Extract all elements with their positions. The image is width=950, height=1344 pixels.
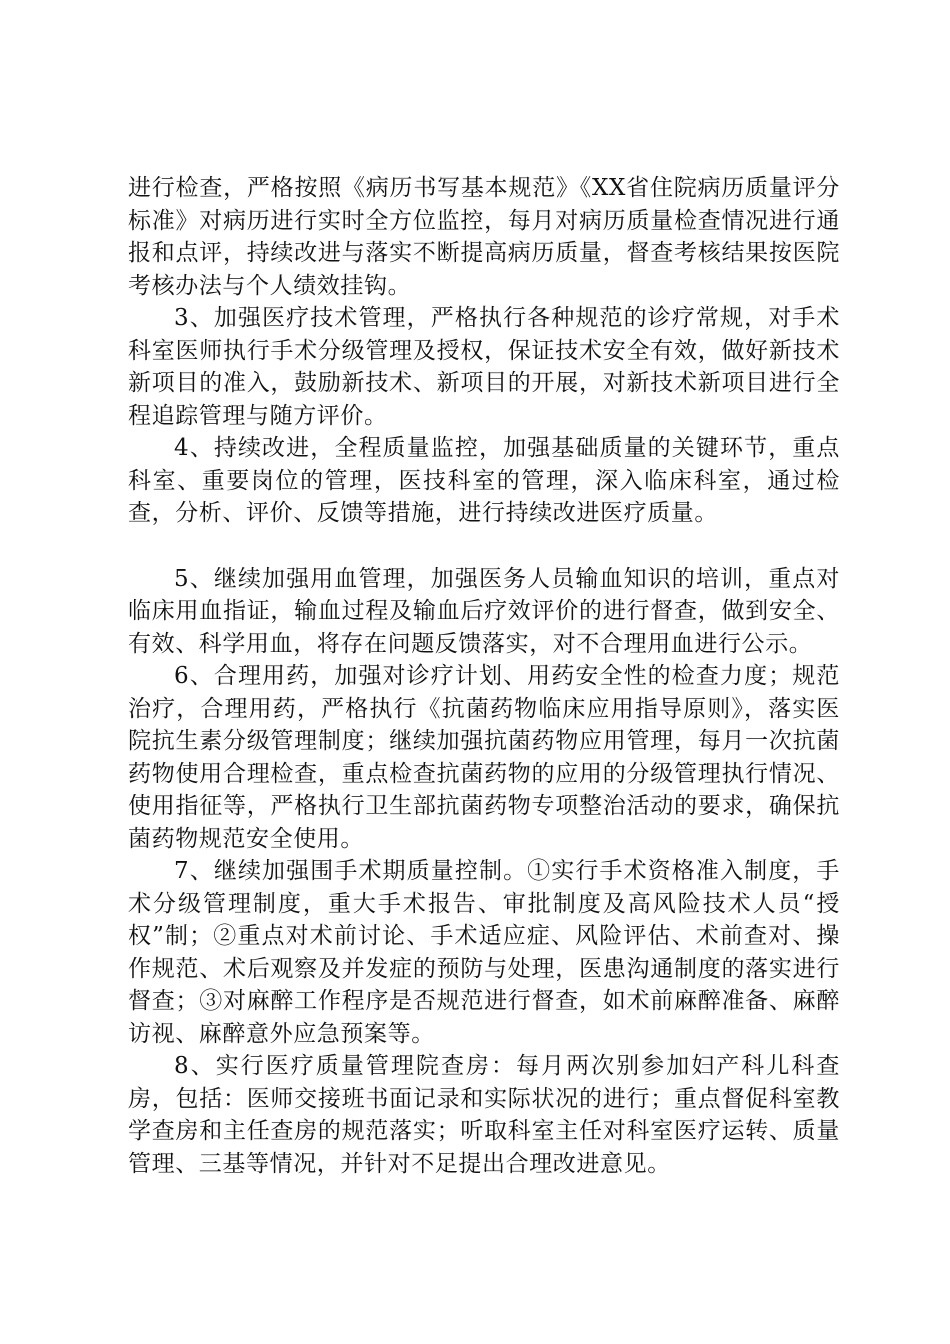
paragraph-item-4: 4、持续改进，全程质量监控，加强基础质量的关键环节，重点科室、重要岗位的管理，医技科室的管理，深入临床科室，通过检查，分析、评价、反馈等措施，进行持续改进医疗质量。 [128,435,840,526]
document-body [128,172,840,1180]
paragraph-item-6: 6、合理用药，加强对诊疗计划、用药安全性的检查力度；规范治疗，合理用药，严格执行《抗菌药物临床应用指导原则》，落实医院抗生素分级管理制度；继续加强抗菌药物应用管理，每月一次抗菌药物使用合理检查，重点检查抗菌药物的应用的分级管理执行情况、使用指征等，严格执行卫生部抗菌药物专项整治活动的要求，确保抗菌药物规范安全使用。 [128,663,840,852]
paragraph-item-7: 7、继续加强围手术期质量控制。①实行手术资格准入制度，手术分级管理制度，重大手术报告、审批制度及高风险技术人员“授权”制；②重点对术前讨论、手术适应症、风险评估、术前查对、操作规范、术后观察及并发症的预防与处理，医患沟通制度的落实进行督查；③对麻醉工作程序是否规范进行督查，如术前麻醉准备、麻醉访视、麻醉意外应急预案等。 [128,858,840,1047]
paragraph-item-3: 3、加强医疗技术管理，严格执行各种规范的诊疗常规，对手术科室医师执行手术分级管理及授权，保证技术安全有效，做好新技术新项目的准入，鼓励新技术、新项目的开展，对新技术新项目进行全程追踪管理与随方评价。 [128,305,840,429]
paragraph-item-8: 8、实行医疗质量管理院查房：每月两次别参加妇产科儿科查房，包括：医师交接班书面记录和实际状况的进行；重点督促科室教学查房和主任查房的规范落实；听取科室主任对科室医疗运转、质量管理、三基等情况，并针对不足提出合理改进意见。 [128,1053,840,1177]
paragraph-continued: 进行检查，严格按照《病历书写基本规范》《XX省住院病历质量评分标准》对病历进行实时全方位监控，每月对病历质量检查情况进行通报和点评，持续改进与落实不断提高病历质量，督查考核结果按医院考核办法与个人绩效挂钩。 [128,175,840,299]
paragraph-item-5: 5、继续加强用血管理，加强医务人员输血知识的培训，重点对临床用血指证，输血过程及输血后疗效评价的进行督查，做到安全、有效、科学用血，将存在问题反馈落实，对不合理用血进行公示。 [128,565,840,657]
